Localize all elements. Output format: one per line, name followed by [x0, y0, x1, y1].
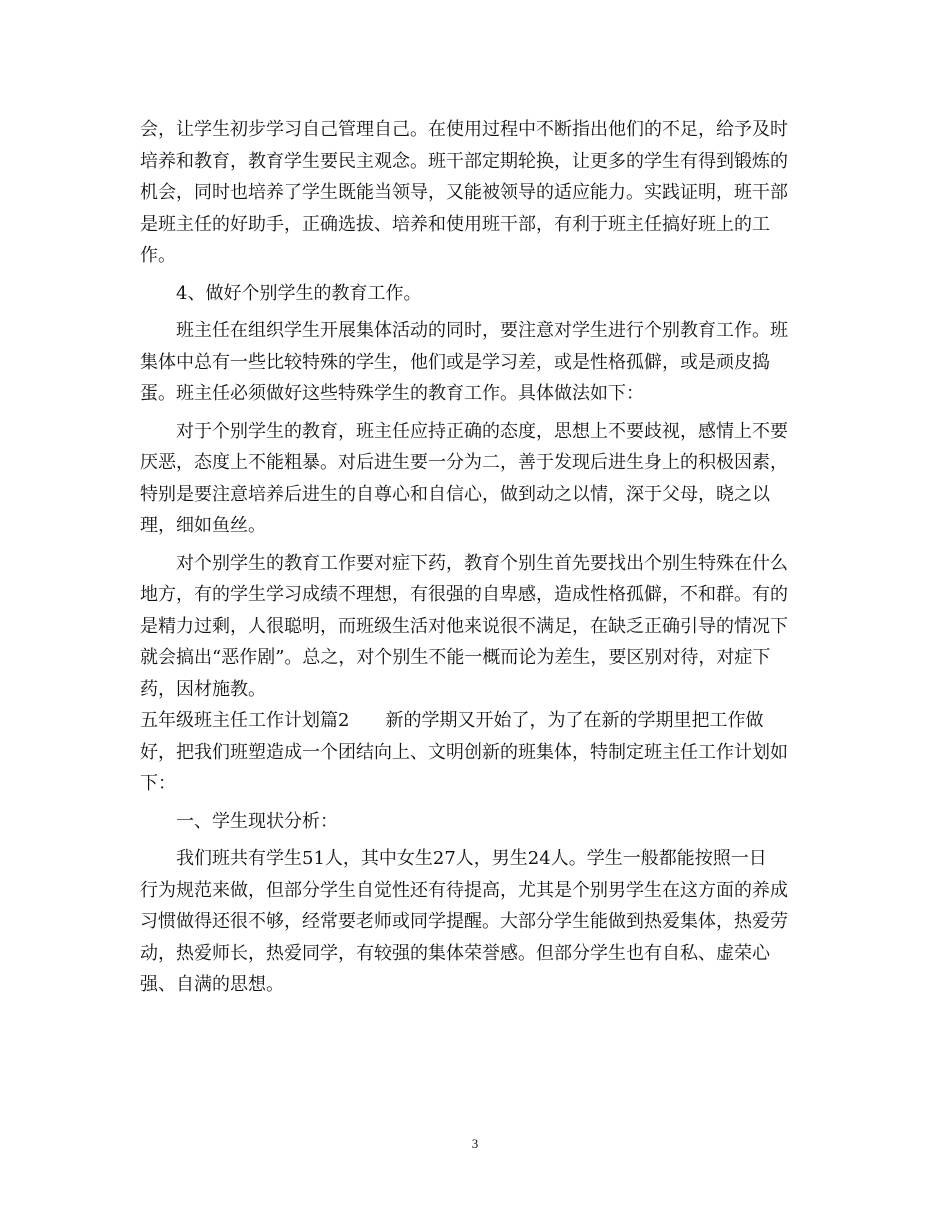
text-line: 一、学生现状分析：: [176, 810, 338, 832]
text-line: 4、做好个别学生的教育工作。: [176, 282, 422, 304]
text-line: 五年级班主任工作计划篇2 新的学期又开始了，为了在新的学期里把工作做: [140, 710, 764, 731]
paragraph-p1: [140, 114, 812, 272]
text-line: 地方，有的学生学习成绩不理想，有很强的自卑感，造成性格孤僻，不和群。有的: [140, 584, 788, 605]
paragraph-p6: [140, 705, 812, 800]
text-line: 蛋。班主任必须做好这些特殊学生的教育工作。具体做法如下：: [140, 383, 644, 404]
text-line: 强、自满的思想。: [140, 974, 284, 995]
text-line: 行为规范来做，但部分学生自觉性还有待提高，尤其是个别男学生在这方面的养成: [140, 879, 788, 901]
text-line: 下：: [140, 773, 176, 794]
paragraph-p4: [140, 416, 812, 542]
text-line: 班主任在组织学生开展集体活动的同时，要注意对学生进行个别教育工作。班: [176, 320, 788, 341]
page-number: 3: [471, 1136, 479, 1151]
text-line: 习惯做得还很不够，经常要老师或同学提醒。大部分学生能做到热爱集体，热爱劳: [140, 911, 788, 932]
text-line: 厌恶，态度上不能粗暴。对后进生要一分为二，善于发现后进生身上的积极因素，: [140, 452, 788, 473]
text-line: 就会搞出“恶作剧”。总之，对个别生不能一概而论为差生，要区别对待，对症下: [140, 647, 771, 668]
text-line: 好，把我们班塑造成一个团结向上、文明创新的班集体，特制定班主任工作计划如: [140, 741, 788, 763]
text-line: 对于个别学生的教育，班主任应持正确的态度，思想上不要歧视，感情上不要: [176, 420, 788, 442]
text-line: 会，让学生初步学习自己管理自己。在使用过程中不断指出他们的不足，给予及时: [140, 119, 788, 140]
text-line: 药，因材施教。: [140, 678, 266, 700]
paragraph-p5: [140, 548, 812, 706]
text-line: 对个别学生的教育工作要对症下药，教育个别生首先要找出个别生特殊在什么: [176, 552, 788, 574]
text-line: 培养和教育，教育学生要民主观念。班干部定期轮换，让更多的学生有得到锻炼的: [140, 150, 788, 172]
document-body: [140, 114, 812, 1001]
text-line: 机会，同时也培养了学生既能当领导，又能被领导的适应能力。实践证明，班干部: [140, 182, 788, 203]
text-line: 作。: [140, 245, 176, 266]
text-line: 特别是要注意培养后进生的自尊心和自信心，做到动之以情，深于父母，晓之以: [140, 483, 770, 505]
text-line: 是班主任的好助手，正确选拔、培养和使用班干部，有利于班主任搞好班上的工: [140, 213, 770, 235]
paragraph-p8: [140, 843, 812, 1001]
text-line: 我们班共有学生51人，其中女生27人，男生24人。学生一般都能按照一日: [176, 848, 767, 869]
paragraph-p3: [140, 315, 812, 410]
paragraph-p2: [140, 278, 812, 310]
text-line: 是精力过剩，人很聪明，而班级生活对他来说很不满足，在缺乏正确引导的情况下: [140, 615, 788, 637]
paragraph-p7: [140, 806, 812, 838]
text-line: 动，热爱师长，热爱同学，有较强的集体荣誉感。但部分学生也有自私、虚荣心: [140, 942, 770, 964]
text-line: 理，细如鱼丝。: [140, 515, 266, 536]
text-line: 集体中总有一些比较特殊的学生，他们或是学习差，或是性格孤僻，或是顽皮捣: [140, 351, 770, 373]
